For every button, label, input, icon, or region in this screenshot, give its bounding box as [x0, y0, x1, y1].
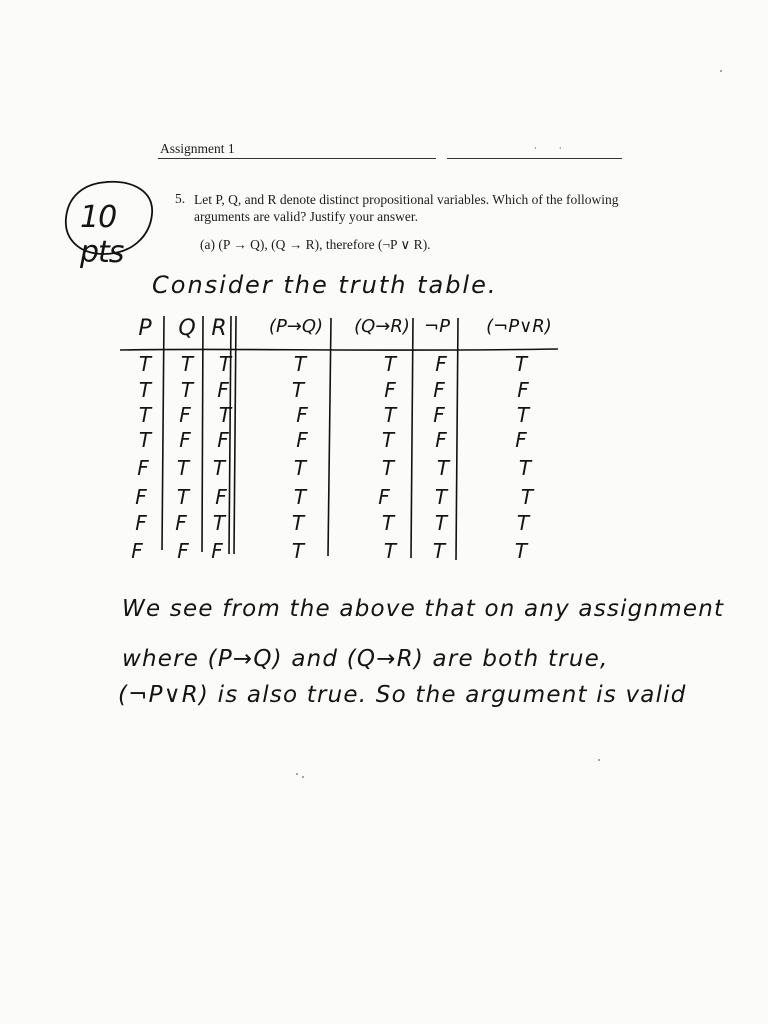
header-scan-dots: ·· [534, 144, 584, 154]
truth-table-cell: F [515, 428, 527, 452]
truth-table-cell: T [138, 428, 152, 452]
truth-table-cell: T [383, 539, 397, 563]
question-number: 5. [175, 191, 186, 206]
truth-table [118, 312, 568, 572]
score-mark [62, 178, 155, 270]
truth-table-cell: T [291, 511, 305, 535]
truth-table-cell: F [211, 539, 223, 563]
truth-table-cell: F [135, 511, 147, 535]
truth-table-cell: T [514, 352, 528, 376]
truth-table-cell: T [432, 539, 446, 563]
truth-table-header: P [138, 316, 152, 341]
truth-table-cell: T [293, 456, 307, 480]
truth-table-cell: T [180, 378, 194, 402]
header-rule-left [158, 158, 436, 159]
truth-table-cell: F [433, 403, 445, 427]
truth-table-cell: T [383, 403, 397, 427]
truth-table-cell: T [212, 511, 226, 535]
truth-table-header: (Q→R) [354, 316, 410, 337]
truth-table-header: Q [178, 316, 196, 341]
conclusion-line-3: (¬P∨R) is also true. So the argument is valid [118, 682, 687, 708]
truth-table-cell: T [293, 352, 307, 376]
truth-table-cell: T [291, 539, 305, 563]
truth-table-cell: F [296, 403, 308, 427]
score-text: 10 pts [80, 200, 124, 270]
truth-table-header: R [211, 316, 227, 341]
truth-table-cell: T [138, 403, 152, 427]
truth-table-cell: T [434, 511, 448, 535]
truth-table-cell: F [378, 485, 390, 509]
truth-table-cell: F [137, 456, 149, 480]
truth-table-cell: T [518, 456, 532, 480]
truth-table-cell: F [179, 428, 191, 452]
truth-table-cell: T [434, 485, 448, 509]
truth-table-cell: T [176, 456, 190, 480]
truth-table-cell: F [135, 485, 147, 509]
truth-table-cell: F [217, 378, 229, 402]
truth-table-cell: T [291, 378, 305, 402]
truth-table-cell: F [384, 378, 396, 402]
truth-table-cell: T [293, 485, 307, 509]
handwritten-intro: Consider the truth table. [152, 271, 498, 299]
scan-speck [296, 773, 298, 775]
truth-table-cell: F [131, 539, 143, 563]
truth-table-cell: T [381, 511, 395, 535]
assignment-title: Assignment 1 [160, 141, 235, 156]
truth-table-cell: F [433, 378, 445, 402]
scan-speck [598, 759, 600, 761]
truth-table-cell: F [296, 428, 308, 452]
truth-table-cell: T [180, 352, 194, 376]
question-text: Let P, Q, and R denote distinct propositional variables. Which of the following arguments are valid? Justify your answer. [194, 192, 619, 224]
truth-table-cell: T [212, 456, 226, 480]
truth-table-cell: T [520, 485, 534, 509]
truth-table-cell: F [217, 428, 229, 452]
truth-table-cell: T [381, 456, 395, 480]
truth-table-cell: F [517, 378, 529, 402]
truth-table-cell: T [514, 539, 528, 563]
truth-table-cell: T [138, 352, 152, 376]
truth-table-cell: T [218, 352, 232, 376]
conclusion-line-1: We see from the above that on any assignment [122, 596, 725, 622]
header-rule-right [447, 158, 622, 159]
truth-table-header: ¬P [424, 316, 450, 337]
truth-table-cell: F [435, 352, 447, 376]
truth-table-cell: T [176, 485, 190, 509]
truth-table-cell: T [516, 403, 530, 427]
truth-table-cell: T [516, 511, 530, 535]
truth-table-cell: T [383, 352, 397, 376]
scan-speck [302, 776, 304, 778]
truth-table-cell: F [435, 428, 447, 452]
truth-table-cell: F [179, 403, 191, 427]
truth-table-cell: T [138, 378, 152, 402]
truth-table-cell: T [436, 456, 450, 480]
truth-table-header: (¬P∨R) [486, 316, 552, 337]
truth-table-cell: F [177, 539, 189, 563]
conclusion-line-2: where (P→Q) and (Q→R) are both true, [122, 646, 609, 672]
truth-table-cell: T [218, 403, 232, 427]
truth-table-cell: T [381, 428, 395, 452]
scan-speck [720, 70, 722, 72]
question-part-a: (a) (P → Q), (Q → R), therefore (¬P ∨ R). [200, 237, 431, 252]
truth-table-header: (P→Q) [268, 316, 324, 337]
truth-table-cell: F [215, 485, 227, 509]
truth-table-cell: F [175, 511, 187, 535]
